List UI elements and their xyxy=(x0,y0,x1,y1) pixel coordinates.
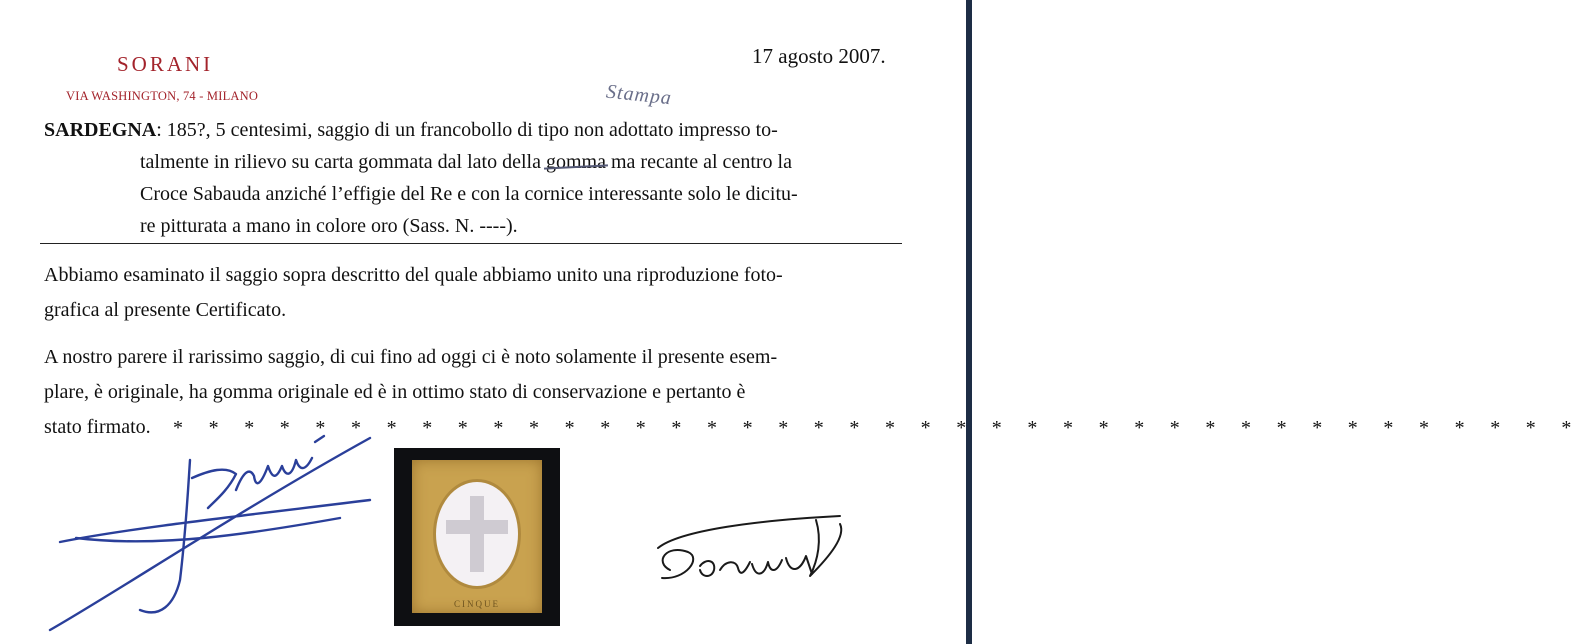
savoy-cross-oval xyxy=(436,482,518,586)
description-line-4: re pitturata a mano in colore oro (Sass. N. ----). xyxy=(140,215,518,237)
signature-left xyxy=(40,430,380,630)
company-address: VIA WASHINGTON, 74 - MILANO xyxy=(66,89,259,103)
paragraph-2-line-1: A nostro parere il rarissimo saggio, di cui fino ad oggi ci è noto solamente il presente esem- xyxy=(44,346,778,368)
struck-word: gomma xyxy=(545,151,606,173)
description-line-3: Croce Sabauda anziché l’effigie del Re e con la cornice interessante solo le dicitu- xyxy=(140,183,798,205)
signature-right xyxy=(640,500,860,610)
cross-vertical xyxy=(470,496,484,572)
description-text-2b: ma recante al centro la xyxy=(605,151,792,173)
paragraph-1-line-2: grafica al presente Certificato. xyxy=(44,299,287,321)
certificate-date: 17 agosto 2007. xyxy=(752,44,886,68)
paragraph-1-line-1: Abbiamo esaminato il saggio sopra descritto del quale abbiamo unito una riproduzione foto- xyxy=(44,264,783,286)
divider-rule xyxy=(40,243,902,244)
star-fill-line: * * * * * * * * * * * * * * * * * * * * * * * * * * * * * * * * * * * * * * * * xyxy=(173,417,1582,439)
description-text-1: : 185?, 5 centesimi, saggio di un francobollo di tipo non adottato impresso to- xyxy=(156,119,778,141)
scan-edge xyxy=(966,0,972,644)
description-text-2a: talmente in rilievo su carta gommata dal lato della xyxy=(140,151,546,173)
stamp xyxy=(412,460,542,613)
description-line-2 xyxy=(140,146,792,178)
country-label: SARDEGNA xyxy=(44,119,157,141)
company-name: SORANI xyxy=(117,52,214,76)
handwritten-note: Stampa xyxy=(605,80,674,110)
stamp-caption: CINQUE xyxy=(454,599,500,609)
description-line-1 xyxy=(44,114,778,146)
cross-horizontal xyxy=(446,520,508,534)
stamp-photo xyxy=(394,448,560,626)
paragraph-2-line-3: stato firmato. xyxy=(44,416,151,438)
paragraph-2-line-2: plare, è originale, ha gomma originale ed è in ottimo stato di conservazione e pertanto è xyxy=(44,381,746,403)
